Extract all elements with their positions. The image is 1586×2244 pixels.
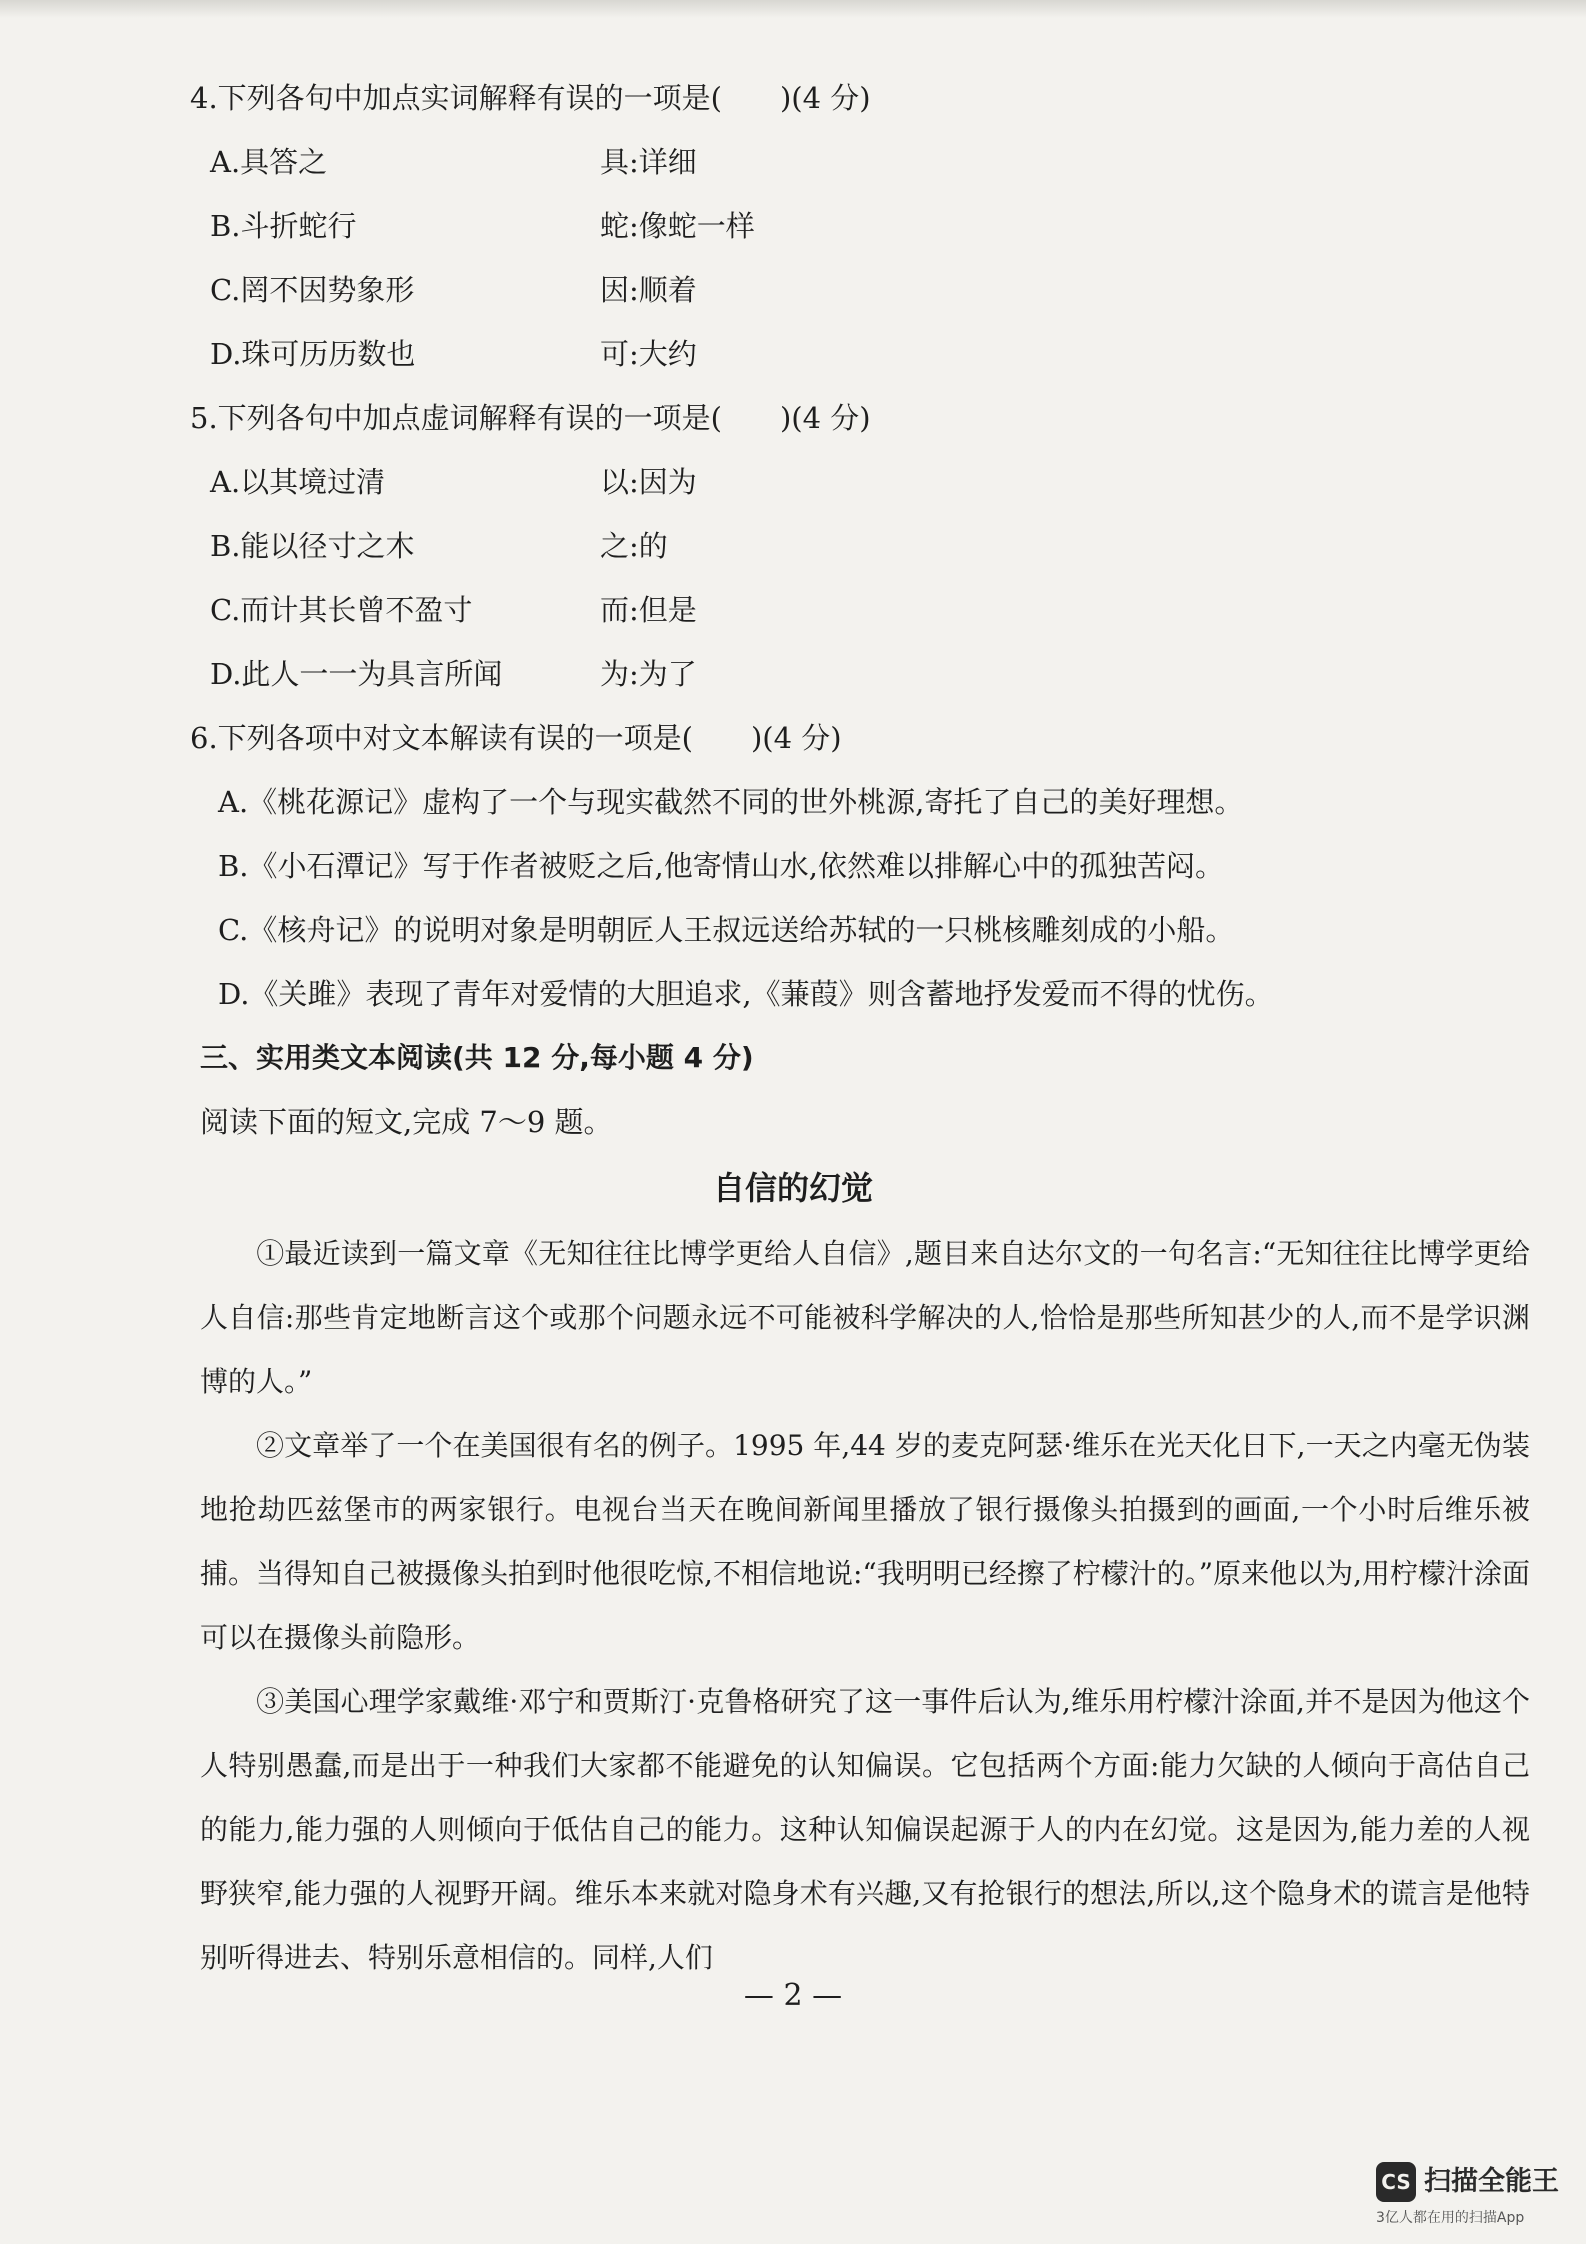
question-5-stem: 5.下列各句中加点虚词解释有误的一项是( )(4 分)	[190, 401, 871, 435]
question-5-option-c-gloss: 而:但是	[600, 593, 697, 627]
question-6-option-b: B.《小石潭记》写于作者被贬之后,他寄情山水,依然难以排解心中的孤独苦闷。	[218, 849, 1224, 883]
article-paragraph-2	[200, 1414, 1530, 1670]
article-paragraph-1	[200, 1222, 1530, 1414]
question-4-option-c-gloss: 因:顺着	[600, 273, 697, 307]
article-paragraph-3-text: ③美国心理学家戴维·邓宁和贾斯汀·克鲁格研究了这一事件后认为,维乐用柠檬汁涂面,并不是因为他这个人特别愚蠢,而是出于一种我们大家都不能避免的认知偏误。它包括两个方面:能力欠缺的人倾向于高估自己的能力,能力强的人则倾向于低估自己的能力。这种认知偏误起源于人的内在幻觉。这是因为,能力差的人视野狭窄,能力强的人视野开阔。维乐本来就对隐身术有兴趣,又有抢银行的想法,所以,这个隐身术的谎言是他特别听得进去、特别乐意相信的。同样,人们	[200, 1685, 1530, 1974]
scan-edge-shadow	[0, 0, 1586, 18]
question-5-option-a-gloss: 以:因为	[600, 465, 697, 499]
question-5-option-c: C.而计其长曾不盈寸	[210, 593, 473, 627]
section-3-heading: 三、实用类文本阅读(共 12 分,每小题 4 分)	[200, 1041, 754, 1074]
question-5-option-d-gloss: 为:为了	[600, 657, 697, 691]
question-6-stem: 6.下列各项中对文本解读有误的一项是( )(4 分)	[190, 721, 842, 755]
article-paragraph-1-text: ①最近读到一篇文章《无知往往比博学更给人自信》,题目来自达尔文的一句名言:“无知往往比博学更给人自信:那些肯定地断言这个或那个问题永远不可能被科学解决的人,恰恰是那些所知甚少的人,而不是学识渊博的人。”	[200, 1237, 1530, 1398]
question-5-option-b: B.能以径寸之木	[210, 529, 415, 563]
question-5-option-d: D.此人一一为具言所闻	[210, 657, 503, 691]
camscanner-tagline: 3亿人都在用的扫描App	[1376, 2210, 1525, 2226]
question-4-option-b: B.斗折蛇行	[210, 209, 357, 243]
question-4-option-a-gloss: 具:详细	[600, 145, 697, 179]
camscanner-name: 扫描全能王	[1424, 2166, 1559, 2197]
question-6-option-a: A.《桃花源记》虚构了一个与现实截然不同的世外桃源,寄托了自己的美好理想。	[218, 785, 1244, 819]
question-4-option-b-gloss: 蛇:像蛇一样	[600, 209, 755, 243]
question-4-option-d: D.珠可历历数也	[210, 337, 416, 371]
section-3-instruction: 阅读下面的短文,完成 7～9 题。	[200, 1105, 613, 1139]
article-title: 自信的幻觉	[712, 1169, 873, 1207]
question-4-option-a: A.具答之	[210, 145, 328, 179]
question-4-stem: 4.下列各句中加点实词解释有误的一项是( )(4 分)	[190, 81, 871, 115]
article-paragraph-3	[200, 1670, 1530, 1990]
page-number: — 2 —	[743, 1978, 843, 2013]
question-6-option-c: C.《核舟记》的说明对象是明朝匠人王叔远送给苏轼的一只桃核雕刻成的小船。	[218, 913, 1235, 947]
question-5-option-b-gloss: 之:的	[600, 529, 668, 563]
question-5-option-a: A.以其境过清	[210, 465, 386, 499]
question-4-option-d-gloss: 可:大约	[600, 337, 697, 371]
question-4-option-c: C.罔不因势象形	[210, 273, 415, 307]
question-6-option-d: D.《关雎》表现了青年对爱情的大胆追求,《蒹葭》则含蓄地抒发爱而不得的忧伤。	[218, 977, 1274, 1011]
camscanner-logo-icon: CS	[1376, 2162, 1416, 2202]
article-paragraph-2-text: ②文章举了一个在美国很有名的例子。1995 年,44 岁的麦克阿瑟·维乐在光天化日下,一天之内毫无伪装地抢劫匹兹堡市的两家银行。电视台当天在晚间新闻里播放了银行摄像头拍摄到的画面,一个小时后维乐被捕。当得知自己被摄像头拍到时他很吃惊,不相信地说:“我明明已经擦了柠檬汁的。”原来他以为,用柠檬汁涂面可以在摄像头前隐形。	[200, 1429, 1530, 1654]
